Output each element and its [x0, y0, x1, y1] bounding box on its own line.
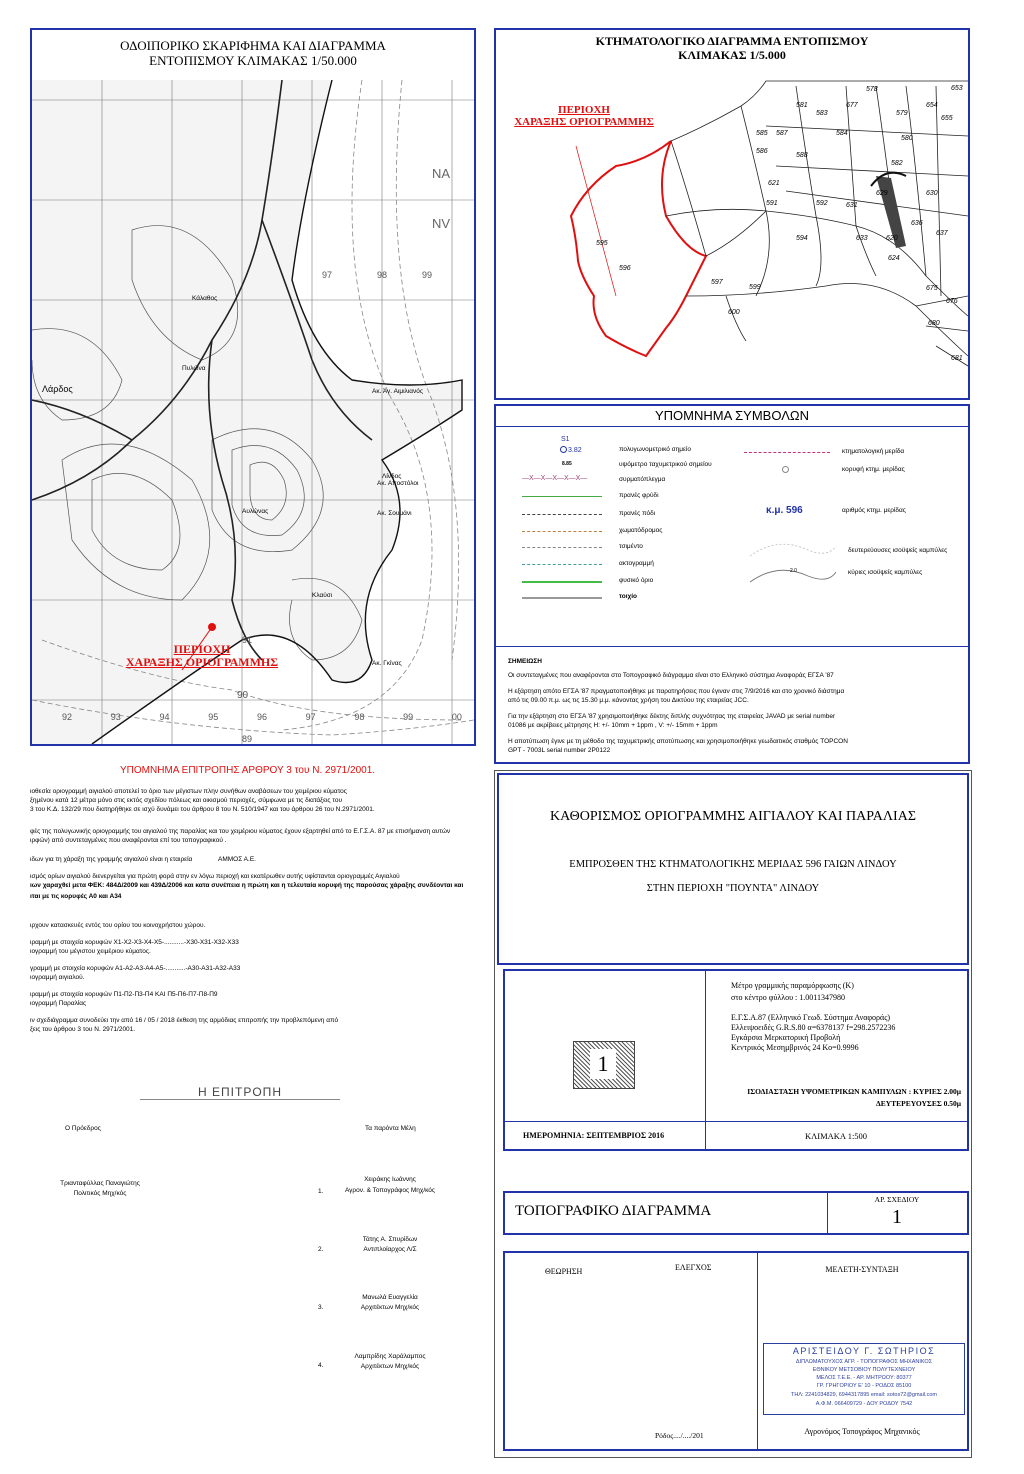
committee-text: ιοθεσία οριογραμμή αιγιαλού αποτελεί το όριο των μέγιστων πλην συνήθων αναβάσεων του χειμέριου κύματος: [30, 788, 347, 795]
parcel-number: 621: [768, 180, 780, 187]
committee-text: ιν σχεδιάγραμμα συνοδεύει την από 16 / 05 / 2018 έκθεση της αρμόδιας επιτροπής την προβλεπόμενη από: [30, 1017, 339, 1024]
legend-label: υψόμετρο ταχυμετρικού σημείου: [619, 461, 712, 468]
contour-interval-major: ΙΣΟΔΙΑΣΤΑΣΗ ΥΨΟΜΕΤΡΙΚΩΝ ΚΑΜΠΥΛΩΝ : ΚΥΡΙΕΣ 2.00μ: [747, 1087, 961, 1096]
contour-symbols: [748, 536, 838, 586]
stamp-line: ΕΘΝΙΚΟΥ ΜΕΤΣΟΒΙΟΥ ΠΟΛΥΤΕΧΝΕΙΟΥ: [812, 1367, 916, 1373]
drawing-number: 1: [892, 1206, 902, 1228]
member-number: 3.: [318, 1304, 324, 1311]
parcel-number: 597: [711, 279, 723, 286]
parcel-number: 630: [926, 190, 938, 197]
parcel-number: 677: [846, 102, 858, 109]
point-height-sample: 3.82: [568, 447, 582, 454]
project-subtitle-2: ΣΤΗΝ ΠΕΡΙΟΧΗ "ΠΟΥΝΤΑ" ΛΙΝΔΟΥ: [646, 883, 820, 894]
overview-area-label-2: ΧΑΡΑΞΗΣ ΟΡΙΟΓΡΑΜΜΗΣ: [125, 655, 279, 669]
legend-label: δευτερεύουσες ισοϋψείς καμπύλες: [848, 547, 948, 554]
member-name: Μανωλά Ευαγγελία: [362, 1294, 418, 1301]
stamp-line: ΤΗΛ: 2241034829, 6944317895 email: sotos72@gmail.com: [791, 1392, 937, 1398]
drawing-date: ΗΜΕΡΟΜΗΝΙΑ: ΣΕΠΤΕΜΒΡΙΟΣ 2016: [523, 1131, 665, 1140]
stamp-line: Α.Φ.Μ. 066409729 - ΔΟΥ ΡΟΔΟΥ 7542: [815, 1401, 913, 1407]
member-name: Χειράκης Ιωάννης: [364, 1176, 416, 1183]
legend-label: πρανές φρύδι: [619, 492, 659, 499]
parcel-vertex-icon: [782, 466, 789, 473]
parcel-number: 675: [926, 285, 938, 292]
committee-text: ιογραμμή αιγιαλού.: [30, 974, 85, 981]
point-id-sample: S1: [561, 436, 570, 443]
parcel-number: 582: [891, 160, 903, 167]
members-label: Τα παρόντα Μέλη: [365, 1125, 416, 1132]
grid-label-na: NA: [432, 166, 451, 181]
place-label: Ακ. Αποστόλοι: [377, 480, 419, 487]
stamp-line: ΓΡ. ΓΡΗΓΟΡΙΟΥ Ε' 10 - ΡΟΔΟΣ 85100: [816, 1383, 912, 1389]
parcel-number: 592: [816, 200, 828, 207]
parcel-number: 579: [896, 110, 908, 117]
natural-boundary-symbol: [522, 581, 602, 583]
member-name: Τάτης Α. Σπυρίδων: [362, 1236, 418, 1243]
overview-map-title: [32, 38, 474, 68]
place-label: Πυλώνα: [182, 365, 206, 372]
parcel-number: 594: [796, 235, 808, 242]
grid-y-label: 91: [242, 635, 253, 645]
crs-line: Ε.Γ.Σ.Α.87 (Ελληνικό Γεωδ. Σύστημα Αναφοράς): [731, 1013, 891, 1022]
grid-x-label: 97: [305, 712, 316, 722]
cadastral-area-label-2: ΧΑΡΑΞΗΣ ΟΡΙΟΓΡΑΜΜΗΣ: [514, 116, 654, 128]
overview-map-frame: [30, 28, 476, 746]
parcel-number: 578: [866, 86, 878, 93]
parcel-number: 633: [856, 235, 868, 242]
parcel-number: 620: [886, 235, 898, 242]
legend-label: κορυφή κτημ. μερίδας: [842, 466, 905, 473]
notes-heading: ΣΗΜΕΙΩΣΗ: [508, 658, 542, 665]
drawing-title: ΤΟΠΟΓΡΑΦΙΚΟ ΔΙΑΓΡΑΜΜΑ: [515, 1203, 712, 1219]
president-role: Πολιτικός Μηχ/κός: [73, 1190, 127, 1197]
cadastral-map-frame: [494, 28, 970, 400]
cadastral-title-line1: ΚΤΗΜΑΤΟΛΟΓΙΚΟ ΔΙΑΓΡΑΜΜΑ ΕΝΤΟΠΙΣΜΟΥ: [595, 34, 869, 48]
grid-label-nv: NV: [432, 216, 451, 231]
place-label: Ακ. Σουμάνι: [377, 510, 412, 517]
grid-x-labels: [62, 712, 462, 722]
grid-x-label: 93: [110, 712, 121, 722]
parcel-number: 653: [951, 85, 963, 92]
grid-y-label: 97: [322, 270, 333, 280]
place-label: Λίνδος: [382, 473, 402, 480]
overview-area-label: [102, 643, 302, 669]
committee-text: ξημένου κατά 12 μέτρα μόνο στις εκτός σχεδίου πόλεως και οικισμού περιοχές, σύμφωνα με τις διατάξεις του: [30, 797, 343, 804]
parcel-number: 655: [941, 115, 953, 122]
committee-text: ιων χαραχθεί μετα ΦΕΚ: 484Δ/2009 και 439Δ/2006 και κατα συνέπεια η πρώτη και η τελευταία κορυφή της παρούσας χάραξης συνδέονται και: [30, 882, 464, 889]
place-label: Ακ. Άγ. Αιμιλιανός: [372, 388, 423, 395]
scale-factor-value: στο κέντρο φύλλου : 1.0011347980: [731, 993, 845, 1002]
contour-value-sample: 2.0: [790, 568, 797, 574]
parcel-number: 676: [946, 298, 958, 305]
scale-factor-label: Μέτρο γραμμικής παραμόρφωσης (Κ): [731, 981, 854, 990]
committee-text: ιδων για τη χάραξη της γραμμής αιγιαλού είναι η εταιρεία: [30, 856, 193, 863]
legend-title: ΥΠΟΜΝΗΜΑ ΣΥΜΒΟΛΩΝ: [654, 408, 810, 423]
place-label: Αυλώνας: [242, 508, 269, 515]
legend-label: φυσικό όριο: [619, 577, 654, 584]
member-role: Αγρον. & Τοπογράφος Μηχ/κός: [344, 1187, 436, 1194]
cadastral-map-title: [496, 34, 968, 62]
member-number: 1.: [318, 1188, 324, 1195]
note-line: Για την εξάρτηση στο ΕΓΣΑ '87 χρησιμοποιήθηκε δέκτης διπλής συχνότητας της εταιρείας JAVAD με serial number: [508, 713, 836, 720]
signatures-box: [503, 1251, 969, 1451]
member-role: Αντιπλοίαρχος Λ/Σ: [363, 1246, 417, 1253]
cadastral-title-line2: ΚΛΙΜΑΚΑΣ 1/5.000: [678, 48, 786, 62]
legend-label: συρματόπλεγμα: [619, 476, 666, 483]
committee-text: ιται με τις κορυφές Α0 και Α34: [30, 893, 122, 900]
drawing-number-label: ΑΡ. ΣΧΕΔΙΟΥ: [874, 1195, 920, 1204]
committee-signature-title: Η ΕΠΙΤΡΟΠΗ: [140, 1085, 340, 1100]
legend-label: αριθμός κτημ. μερίδας: [842, 507, 906, 514]
overview-area-label-1: ΠΕΡΙΟΧΗ: [173, 642, 231, 656]
committee-text: ιογραμμή του μέγιστου χειμέριου κύματος.: [30, 948, 151, 955]
parcel-number: 599: [749, 284, 761, 291]
parcel-number: 584: [836, 130, 848, 137]
grid-x-label: 95: [208, 712, 219, 722]
member-number: 4.: [318, 1362, 324, 1369]
member-name: Λαμπρίδης Χαράλαμπος: [354, 1353, 426, 1360]
legend-label: τσιμέντο: [619, 543, 643, 550]
committee-heading: ΥΠΟΜΝΗΜΑ ΕΠΙΤΡΟΠΗΣ ΑΡΘΡΟΥ 3 του Ν. 2971/2001.: [120, 765, 376, 776]
parcel-number: 624: [888, 255, 900, 262]
slope-toe-symbol: [522, 514, 602, 515]
coastline-symbol: [522, 564, 602, 565]
wall-symbol: [522, 597, 602, 599]
parcel-number: 583: [816, 110, 828, 117]
member-role: Αρχιτέκτων Μηχ/κός: [360, 1304, 420, 1311]
sheet-number: 1: [590, 1049, 616, 1079]
slope-top-symbol: [522, 496, 602, 497]
parcel-number: 580: [901, 135, 913, 142]
committee-company: ΑΜΜΟΣ Α.Ε.: [218, 856, 256, 863]
committee-section: [30, 762, 490, 1462]
crs-line: Εγκάρσια Μερκατορική Προβολή: [731, 1033, 841, 1042]
parcel-number: 588: [796, 152, 808, 159]
grid-x-label: 00: [451, 712, 462, 722]
parcel-number: 654: [926, 102, 938, 109]
parcel-number: 591: [766, 200, 778, 207]
place-date: Ρόδος..../..../201: [655, 1431, 704, 1440]
legend-label: χωματόδρομος: [619, 527, 663, 534]
stamp-line: ΔΙΠΛΩΜΑΤΟΥΧΟΣ ΑΓΡ. - ΤΟΠΟΓΡΑΦΟΣ ΜΗΧΑΝΙΚΟΣ: [795, 1359, 933, 1365]
committee-text: φές της πολυγωνικής οριογραμμής του αιγιαλού της παραλίας και του χειμέριου κύματος έχουν εξαρτηθεί από το Ε.Γ.Σ.Α. 87 με επισήμανση αυτών: [30, 828, 451, 835]
project-main-title: ΚΑΘΟΡΙΣΜΟΣ ΟΡΙΟΓΡΑΜΜΗΣ ΑΙΓΙΑΛΟΥ ΚΑΙ ΠΑΡΑΛΙΑΣ: [550, 809, 916, 824]
place-label: Κάλαθος: [192, 295, 218, 302]
crs-line: Κεντρικός Μεσημβρινός 24 Κο=0.9996: [731, 1043, 859, 1052]
stamp-line: ΜΕΛΟΣ Τ.Ε.Ε. - ΑΡ. ΜΗΤΡΩΟΥ: 80377: [816, 1375, 912, 1381]
overview-title-line1: ΟΔΟΙΠΟΡΙΚΟ ΣΚΑΡΙΦΗΜΑ ΚΑΙ ΔΙΑΓΡΑΜΜΑ: [120, 38, 386, 53]
drawing-scale: ΚΛΙΜΑΚΑ 1:500: [804, 1131, 868, 1141]
height-sample: 8.85: [562, 461, 572, 467]
legend-label: πολυγωνομετρικό σημείο: [619, 446, 691, 453]
committee-text: ιρφών) από συντεταγμένες που αναφέρονται επί του τοπογραφικού .: [30, 837, 227, 844]
committee-text: ιραμμή με στοιχεία κορυφών Χ1-Χ2-Χ3-Χ4-Χ5-...........-Χ30-Χ31-Χ32-Χ33: [30, 939, 239, 946]
parcel-number: 629: [876, 190, 888, 197]
parcel-number: 681: [951, 355, 963, 362]
sheet-number-box: [573, 1041, 635, 1089]
grid-y-label: 99: [422, 270, 433, 280]
legend-label: κτηματολογική μερίδα: [842, 448, 905, 455]
stamp-name: ΑΡΙΣΤΕΙΔΟΥ Γ. ΣΩΤΗΡΙΟΣ: [792, 1346, 936, 1356]
committee-text: 3 του Κ.Δ. 132/29 που διατηρήθηκε σε ισχύ δυνάμει του άρθρου 8 του Ν. 510/1947 και του άρθρου 26 του Ν.2971/2001.: [30, 806, 375, 813]
legend-label: κύριες ισοϋψείς καμπύλες: [848, 569, 923, 576]
committee-text: ιραμμή με στοιχεία κορυφών Π1-Π2-Π3-Π4 ΚΑΙ Π5-Π6-Π7-Π8-Π9: [30, 991, 218, 998]
cement-symbol: [522, 547, 602, 548]
dirt-road-symbol: [522, 531, 602, 532]
legend-frame: [494, 404, 970, 764]
cadastral-area-label-1: ΠΕΡΙΟΧΗ: [558, 104, 610, 116]
committee-text: ιρχουν κατασκευές εντός του ορίου του κοινοχρήστου χώρου.: [30, 922, 206, 929]
cadastral-area-label: [504, 104, 664, 128]
note-line: Οι συντεταγμένες που αναφέρονται στο Τοπογραφικό διάγραμμα είναι στο Ελληνικό σύστημα Αναφοράς ΕΓΣΑ '87: [508, 672, 834, 679]
parcel-number: 581: [796, 102, 808, 109]
parcel-number: 637: [936, 230, 948, 237]
drawing-title-box: [503, 1191, 969, 1235]
note-line: GPT - 7003L serial number 2P0122: [508, 747, 611, 754]
study-label: ΜΕΛΕΤΗ-ΣΥΝΤΑΞΗ: [825, 1265, 899, 1274]
engineer-title: Αγρονόμος Τοπογράφος Μηχανικός: [804, 1427, 920, 1436]
parcel-number: 596: [619, 265, 631, 272]
member-number: 2.: [318, 1246, 324, 1253]
project-subtitle-1: ΕΜΠΡΟΣΘΕΝ ΤΗΣ ΚΤΗΜΑΤΟΛΟΓΙΚΗΣ ΜΕΡΙΔΑΣ 596 ΓΑΙΩΝ ΛΙΝΔΟΥ: [569, 859, 897, 870]
legend-label: πρανές πόδι: [619, 510, 656, 517]
note-line: 01086 με ακρίβειες μέτρησης H: +/- 10mm + 1ppm , V: +/- 15mm + 1ppm: [508, 722, 718, 729]
place-label: Λάρδος: [42, 384, 73, 394]
contour-interval-minor: ΔΕΥΤΕΡΕΥΟΥΣΕΣ 0.50μ: [876, 1099, 961, 1108]
committee-text: ιογραμμή Παραλίας: [30, 1000, 87, 1007]
grid-x-label: 96: [256, 712, 267, 722]
legend-label: τοιχίο: [619, 593, 638, 600]
grid-x-label: 99: [403, 712, 414, 722]
review-label: ΘΕΩΡΗΣΗ: [545, 1267, 583, 1276]
committee-text: γραμμή με στοιχεία κορυφών Α1-Α2-Α3-Α4-Α5-...........-Α30-Α31-Α32-Α33: [30, 965, 241, 972]
grid-y-label: 89: [242, 734, 253, 744]
president-label: Ο Πρόεδρος: [65, 1125, 101, 1132]
place-label: Κλαύσι: [312, 592, 333, 599]
parcel-number: 631: [846, 202, 858, 209]
note-line: Η εξάρτηση απότο ΕΓΣΑ '87 πραγματοποιήθηκε με παρατηρήσεις που έγιναν στις 7/9/2016 και στο χρονικό διάστημα: [508, 688, 845, 695]
parcel-number: 680: [928, 320, 940, 327]
grid-y-label: 90: [237, 690, 249, 701]
title-block: [494, 770, 972, 1458]
project-title-box: [497, 773, 969, 965]
note-line: Η αποτύπωση έγινε με τη μέθοδο της ταχυμετρικής αποτύπωσης και χρησιμοποιήθηκε γεωδαιτικός σταθμός TOPCON: [508, 738, 848, 745]
check-label: ΕΛΕΓΧΟΣ: [675, 1263, 712, 1272]
engineer-stamp: [763, 1343, 965, 1415]
parcel-number: 600: [728, 309, 740, 316]
note-line: από τις 09.00 π.μ. ως τις 15.30 μ.μ. κάνοντας χρήση του Δικτύου της εταιρείας JCC.: [508, 697, 749, 704]
grid-y-label: 98: [377, 270, 388, 280]
place-label: Ακ. Γκίνας: [372, 660, 402, 667]
parcel-number: 585: [756, 130, 768, 137]
member-role: Αρχιτέκτων Μηχ/κός: [360, 1363, 420, 1370]
grid-x-label: 92: [62, 712, 73, 722]
president-name: Τριανταφύλλας Παναγιώτης: [60, 1180, 140, 1187]
survey-point-icon: [560, 446, 567, 453]
parcel-number-sample: κ.μ. 596: [766, 505, 803, 516]
parcel-number: 587: [776, 130, 788, 137]
crs-line: Ελλειψοειδές G.R.S.80 α=6378137 f=298.2572236: [731, 1023, 896, 1032]
committee-text: ισμός ορίων αιγιαλού διενεργείται για πρώτη φορά στην εν λόγω περιοχή και εκατέρωθεν αυτής υφίστανται οριογραμμές Αιγιαλού: [30, 873, 400, 880]
overview-title-line2: ΕΝΤΟΠΙΣΜΟΥ ΚΛΙΜΑΚΑΣ 1/50.000: [149, 53, 357, 68]
sheet-info-box: [503, 969, 969, 1151]
parcel-number: 586: [756, 148, 768, 155]
parcel-number: 636: [911, 220, 923, 227]
grid-x-label: 98: [354, 712, 365, 722]
grid-x-label: 94: [159, 712, 170, 722]
legend-label: ακτογραμμή: [619, 560, 654, 567]
cadastral-parcel-symbol: [744, 452, 830, 453]
committee-text: ξεις του άρθρου 3 του Ν. 2971/2001.: [30, 1026, 136, 1033]
wire-fence-symbol: —X—X—X—X—X—: [522, 475, 588, 482]
parcel-number: 595: [596, 240, 608, 247]
